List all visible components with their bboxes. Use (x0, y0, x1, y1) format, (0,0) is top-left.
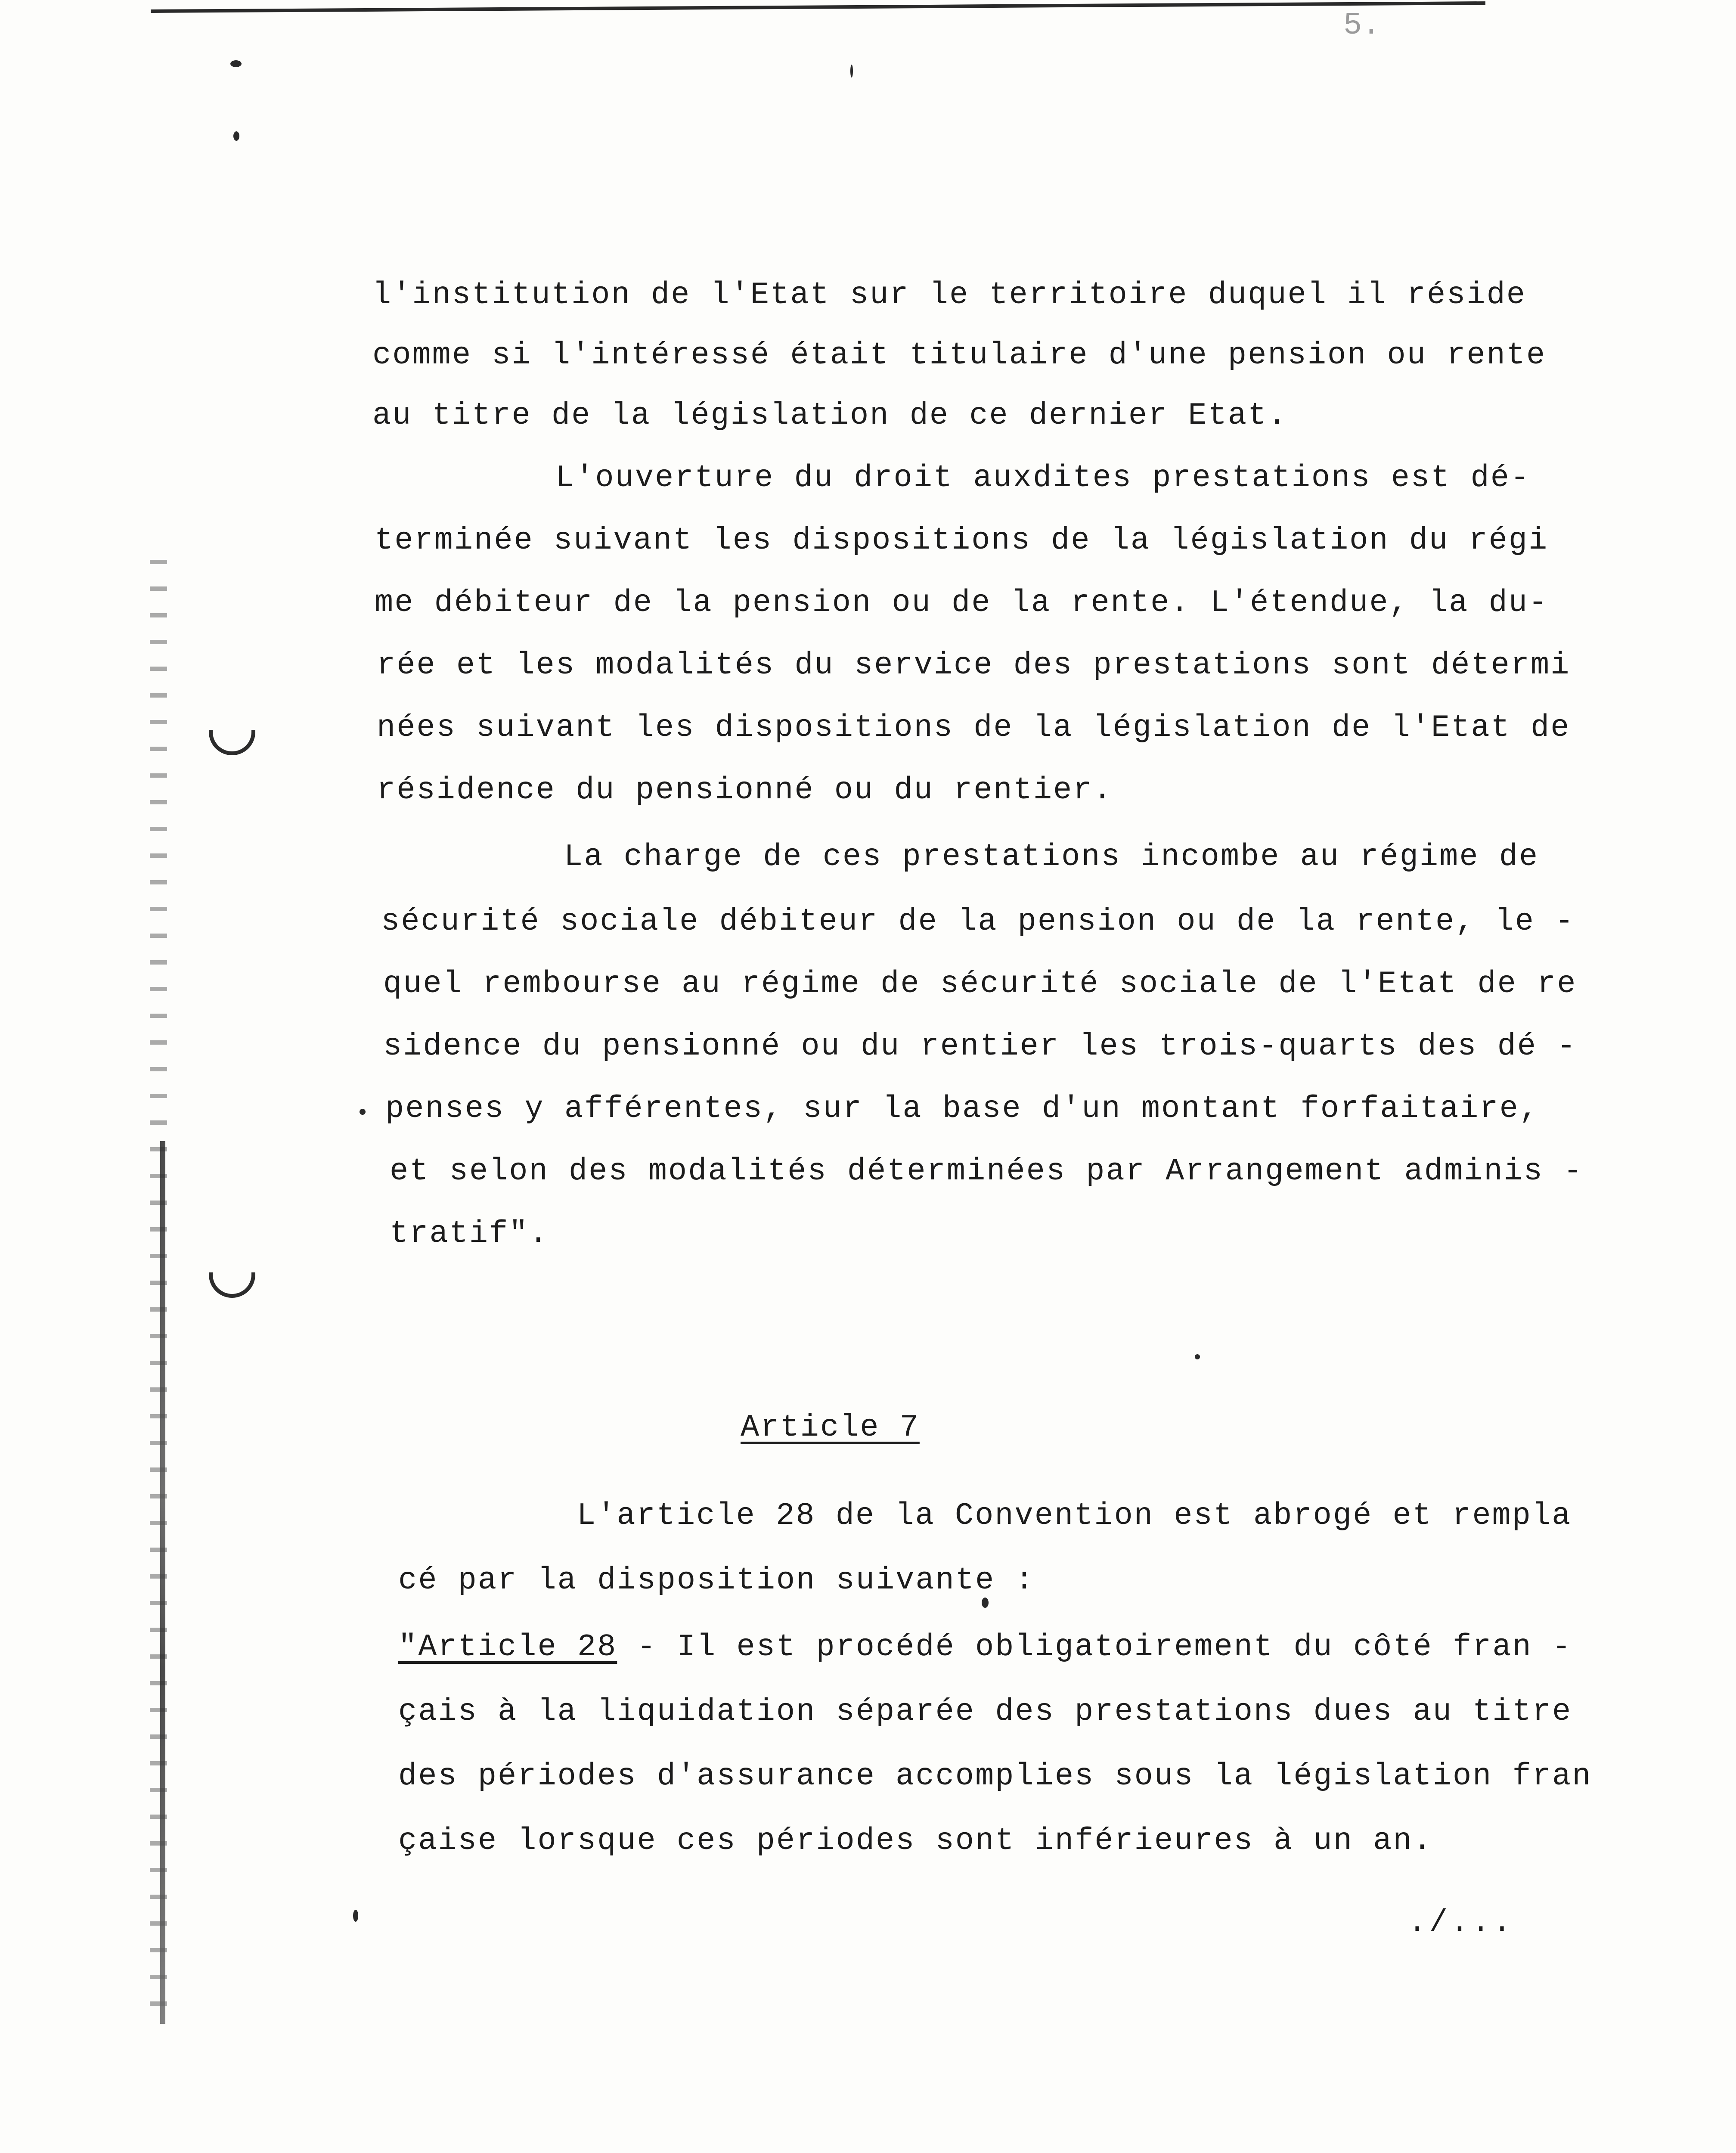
paragraph-2-line: rée et les modalités du service des prestations sont détermi (377, 648, 1571, 683)
scan-speck (230, 60, 242, 67)
paragraph-3-line: tratif". (390, 1216, 549, 1251)
paragraph-5-first-line (398, 1628, 1572, 1666)
punch-hole-mark (209, 1272, 255, 1298)
paragraph-2-line: L'ouverture du droit auxdites prestations est dé- (555, 460, 1531, 496)
paragraph-2-line: résidence du pensionné ou du rentier. (377, 772, 1113, 808)
scan-speck (353, 1910, 358, 1922)
scan-speck (1195, 1354, 1200, 1359)
paragraph-3-line: sécurité sociale débiteur de la pension ou de la rente, le - (381, 904, 1575, 939)
binding-strip (160, 1141, 165, 2024)
paragraph-3-line: penses y afférentes, sur la base d'un montant forfaitaire, (385, 1091, 1540, 1126)
paragraph-3-line: sidence du pensionné ou du rentier les trois-quarts des dé - (383, 1029, 1577, 1064)
paragraph-1-line: au titre de la législation de ce dernier Etat. (372, 398, 1288, 433)
paragraph-1-line: comme si l'intéressé était titulaire d'une pension ou rente (372, 338, 1547, 373)
paragraph-3-line: et selon des modalités déterminées par Arrangement adminis - (390, 1154, 1584, 1189)
top-rule (151, 1, 1485, 13)
paragraph-2-line: me débiteur de la pension ou de la rente. L'étendue, la du- (375, 585, 1549, 620)
paragraph-5-line: des périodes d'assurance accomplies sous la législation fran (398, 1759, 1592, 1794)
scan-speck (850, 65, 853, 78)
paragraph-5-first-line-rest: - Il est procédé obligatoirement du côté fran - (617, 1629, 1572, 1665)
paragraph-2-line: terminée suivant les dispositions de la législation du régi (375, 523, 1549, 558)
paragraph-5-line: çais à la liquidation séparée des prestations dues au titre (398, 1694, 1572, 1729)
scan-speck (360, 1109, 366, 1115)
punch-hole-mark (209, 730, 255, 755)
scan-speck (233, 131, 239, 141)
continuation-mark: ./... (1408, 1905, 1514, 1940)
paragraph-5-line: çaise lorsque ces périodes sont inférieures à un an. (398, 1823, 1433, 1858)
article-heading (741, 1408, 920, 1447)
paragraph-2-line: nées suivant les dispositions de la législation de l'Etat de (377, 710, 1571, 745)
article-28-label: "Article 28 (398, 1629, 617, 1665)
paragraph-3-line: quel rembourse au régime de sécurité sociale de l'Etat de re (383, 966, 1577, 1002)
article-heading-text: Article 7 (741, 1410, 920, 1445)
page-number: 5. (1343, 8, 1381, 43)
paragraph-4-line: cé par la disposition suivante : (398, 1563, 1035, 1598)
paragraph-3-line: La charge de ces prestations incombe au régime de (564, 839, 1539, 875)
paragraph-4-line: L'article 28 de la Convention est abrogé et rempla (577, 1498, 1572, 1533)
paragraph-1-line: l'institution de l'Etat sur le territoire duquel il réside (372, 277, 1527, 313)
